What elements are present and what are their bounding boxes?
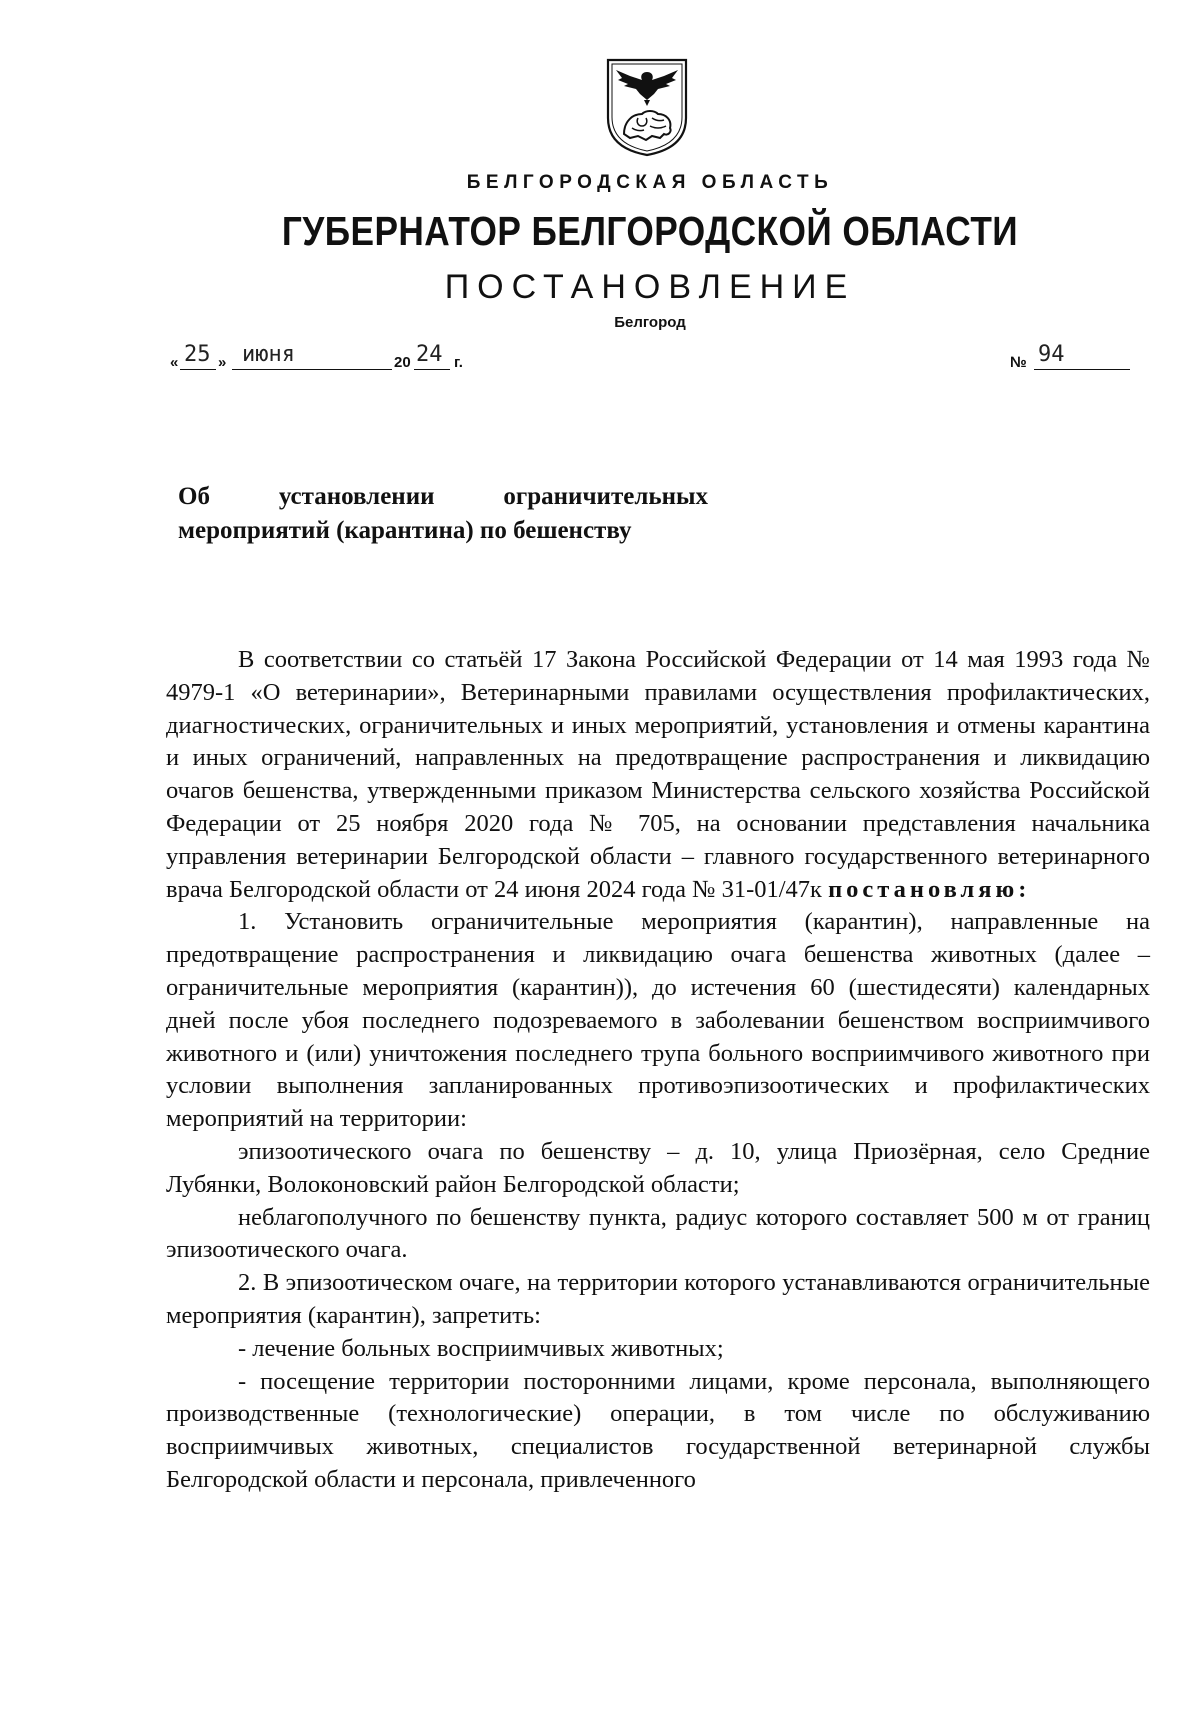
year-underline <box>414 369 450 370</box>
day-underline <box>180 369 216 370</box>
year-suffix: 24 <box>416 342 443 367</box>
document-subject <box>178 480 708 548</box>
year-prefix: 20 <box>394 354 411 371</box>
preamble-text: В соответствии со статьёй 17 Закона Российской Федерации от 14 мая 1993 года № 4979-1 «О ветеринарии», Ветеринарными правилами осуществления профилактических, диагностических, ограничительных и иных мероприятий, установления и отмены карантина и иных ограничений, направленных на предотвращение распространения и ликвидацию очагов бешенства, утвержденными приказом Министерства сельского хозяйства Российской Федерации от 25 ноября 2020 года № 705, на основании представления начальника управления ветеринарии Белгородской области – главного государственного ветеринарного врача Белгородской области от 24 июня 2024 года № 31-01/47к <box>166 646 1150 903</box>
date-day: 25 <box>184 342 211 367</box>
paragraph-ban-visits: - посещение территории посторонними лицами, кроме персонала, выполняющего производственные (технологические) операции, в том числе по обслуживанию восприимчивых животных, специалистов государственной ветеринарной службы Белгородской области и персонала, привлеченного <box>166 1367 1150 1493</box>
number-label: № <box>1010 354 1027 371</box>
subject-line-1: Об установлении ограничительных <box>178 483 708 510</box>
paragraph-ban-treatment: - лечение больных восприимчивых животных; <box>238 1334 724 1362</box>
date-open-quote: « <box>170 354 179 371</box>
paragraph-item-2: 2. В эпизоотическом очаге, на территории которого устанавливаются ограничительные мероприятия (карантин), запретить: <box>166 1269 1150 1329</box>
document-number: 94 <box>1038 342 1065 367</box>
city-label: Белгород <box>614 314 686 331</box>
subject-line-2: мероприятий (карантина) по бешенству <box>178 517 632 544</box>
date-close-quote: » <box>218 354 227 371</box>
document-body <box>166 644 1150 1497</box>
month-underline <box>232 369 392 370</box>
paragraph-point: неблагополучного по бешенству пункта, радиус которого составляет 500 м от границ эпизоотического очага. <box>166 1203 1150 1264</box>
number-underline <box>1034 369 1130 370</box>
date-number-row <box>170 342 1130 380</box>
date-month: июня <box>242 342 295 367</box>
year-abbr: г. <box>454 354 463 371</box>
document-type: ПОСТАНОВЛЕНИЕ <box>444 268 856 306</box>
paragraph-item-1: 1. Установить ограничительные мероприятия (карантин), направленные на предотвращение распространения и ликвидацию очага бешенства животных (далее – ограничительные мероприятия (карантин)), до истечения 60 (шестидесяти) календарных дней после убоя последнего подозреваемого в заболевании бешенством восприимчивого животного и (или) уничтожения последнего трупа больного восприимчивого животного при условии выполнения запланированных противоэпизоотических и профилактических мероприятий на территории: <box>166 908 1150 1133</box>
decree-word: постановляю: <box>828 875 1031 903</box>
authority-title: ГУБЕРНАТОР БЕЛГОРОДСКОЙ ОБЛАСТИ <box>281 208 1019 254</box>
region-title: БЕЛГОРОДСКАЯ ОБЛАСТЬ <box>466 172 834 193</box>
belgorod-coat-of-arms-icon <box>602 56 692 158</box>
paragraph-preamble <box>166 644 1150 906</box>
paragraph-focus: эпизоотического очага по бешенству – д. 10, улица Приозёрная, село Средние Лубянки, Волоконовский район Белгородской области; <box>166 1137 1150 1198</box>
